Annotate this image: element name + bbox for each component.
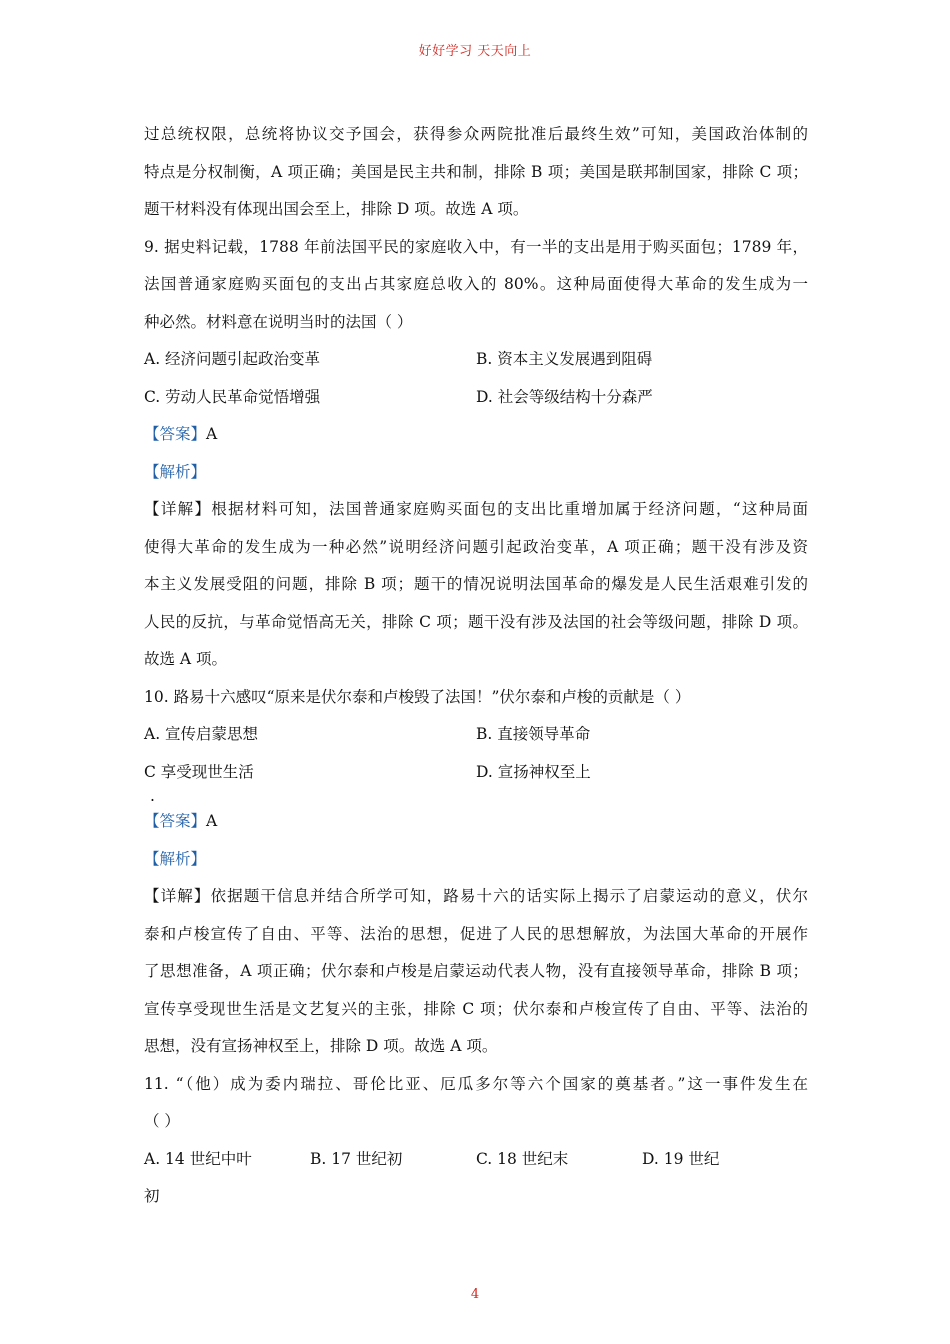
question-10-detail-line: 泰和卢梭宣传了自由、平等、法治的思想，促进了人民的思想解放，为法国大革命的开展作 [144,924,808,943]
page-number: 4 [470,1287,480,1302]
question-9-options-row [144,379,808,417]
question-9-option-d: D. 社会等级结构十分森严 [476,387,653,406]
analysis-label: 【解析】 [144,462,207,481]
analysis-label: 【解析】 [144,849,207,868]
question-10-detail-line [144,878,808,916]
paragraph-line: 特点是分权制衡，A 项正确；美国是民主共和制，排除 B 项；美国是联邦制国家，排除 C 项； [144,162,808,181]
question-11-option-b: B. 17 世纪初 [310,1149,403,1168]
question-10-detail-line: 宣传享受现世生活是文艺复兴的主张，排除 C 项；伏尔泰和卢梭宣传了自由、平等、法治的 [144,999,808,1018]
question-9-detail-line: 故选 A 项。 [144,650,228,668]
detail-label: 【详解】 [144,500,212,518]
question-11-option-a: A. 14 世纪中叶 [144,1149,252,1168]
question-10-answer [144,803,808,841]
detail-text: 根据材料可知，法国普通家庭购买面包的支出比重增加属于经济问题，“这种局面 [211,500,808,518]
question-9-detail-line: 人民的反抗，与革命觉悟高无关，排除 C 项；题干没有涉及法国的社会等级问题，排除 D 项。 [144,612,808,631]
page-header: 好好学习 天天向上 [418,44,532,59]
question-9-option-b: B. 资本主义发展遇到阻碍 [476,350,653,368]
answer-label: 【答案】 [144,812,207,830]
question-10-option-a: A. 宣传启蒙思想 [144,725,259,743]
question-9-detail-line [144,491,808,529]
question-11-options-row [144,1141,808,1179]
question-9-analysis [144,454,808,492]
question-11-option-c: C. 18 世纪末 [476,1149,569,1168]
paragraph-line: 题干材料没有体现出国会至上，排除 D 项。故选 A 项。 [144,200,529,218]
question-9-option-a: A. 经济问题引起政治变革 [144,350,321,368]
question-9-stem-line: 法国普通家庭购买面包的支出占其家庭总收入的 80%。这种局面使得大革命的发生成为一 [144,275,808,293]
question-9-option-c: C. 劳动人民革命觉悟增强 [144,387,321,406]
question-10-options-row [144,716,808,754]
question-10-analysis [144,841,808,879]
question-9-stem-line: 种必然。材料意在说明当时的法国（ ） [144,312,413,331]
question-10-option-c: C 享受现世生活 [144,762,254,781]
detail-text: 依据题干信息并结合所学可知，路易十六的话实际上揭示了启蒙运动的意义，伏尔 [210,887,808,905]
detail-label: 【详解】 [144,887,211,905]
question-11-stem-line: （ ） [144,1112,180,1130]
question-9-options-row [144,341,808,379]
question-10-stem-line: 10. 路易十六感叹“原来是伏尔泰和卢梭毁了法国！”伏尔泰和卢梭的贡献是（ ） [144,687,691,706]
document-body [144,116,808,1216]
question-9-detail-line: 使得大革命的发生成为一种必然”说明经济问题引起政治变革，A 项正确；题干没有涉及资 [144,537,808,556]
question-11-option-d: D. 19 世纪 [642,1149,720,1168]
question-10-option-b: B. 直接领导革命 [476,725,591,743]
question-10-detail-line: 了思想准备，A 项正确；伏尔泰和卢梭是启蒙运动代表人物，没有直接领导革命，排除 B 项； [144,962,808,980]
answer-value: A [206,812,218,830]
stray-dot: . [150,787,155,805]
question-10-option-d: D. 宣扬神权至上 [476,762,591,781]
question-9-detail-line: 本主义发展受阻的问题，排除 B 项；题干的情况说明法国革命的爆发是人民生活艰难引发的 [144,575,808,593]
question-10-detail-line: 思想，没有宣扬神权至上，排除 D 项。故选 A 项。 [144,1037,498,1055]
question-11-option-wrap: 初 [144,1187,160,1205]
paragraph-line: 过总统权限，总统将协议交予国会，获得参众两院批准后最终生效”可知，美国政治体制的 [144,125,808,143]
answer-value: A [206,425,218,443]
question-9-stem-line: 9. 据史料记载，1788 年前法国平民的家庭收入中，有一半的支出是用于购买面包；1789 年， [144,237,808,256]
question-11-stem-line: 11. “（他）成为委内瑞拉、哥伦比亚、厄瓜多尔等六个国家的奠基者。”这一事件发生在 [144,1074,808,1093]
question-9-answer [144,416,808,454]
answer-label: 【答案】 [144,425,207,443]
question-10-options-row [144,754,808,792]
